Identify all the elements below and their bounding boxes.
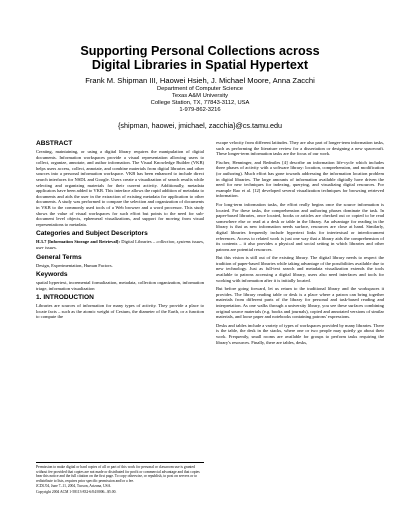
body-paragraph-5: But before going forward, let us return to the traditional library and the workspaces it provides. The library reading table or desk is a place where a patron can bring together materials from different parts of the library for personal and task-based reading and interpretation. As one walks through a university library, you see these surfaces combining original source materials (e.g. books and journals), copied and annotated versions of similar materials, and loose paper and notebooks containing patrons' expressions. — [216, 286, 384, 320]
categories-heading: Categories and Subject Descriptors — [36, 230, 148, 238]
body-paragraph-1: escape velocity from different latitudes. They are also part of longer-term information tasks, such as performing the literature review for a dissertation or designing a new spacecraft. These longer-term information tasks are the focus of our work. — [216, 140, 384, 157]
abstract-text: Creating, maintaining, or using a digital library requires the manipulation of digital documents. Information workspaces provide a visual representation allowing users to collect, organize, annotate, and author information. The Visual Knowledge Builder (VKB) helps users access, collect, annotate, and combine materials from digital libraries and other sources into a personal information workspace. VKB has been enhanced to include direct search interfaces for NSDL and Google. Users create a visualization of search results while selecting and organizing materials for their current activity. Additionally, metadata applicators have been added to VKB. This interface allows the rapid addition of metadata to documents and aids the user in the extraction of existing metadata for application to other documents. A study was performed to compare the selection and organization of documents in VKB to the commonly used tools of a Web browser and a word processor. This study shows the value of visual workspaces for such effort but points to the need for sub-document level objects, ephemeral visualizations, and support for moving from visual representations to metadata. — [36, 149, 204, 227]
title-line-1: Supporting Personal Collections across — [80, 44, 320, 58]
categories-rest: Digital Libraries – — [119, 239, 157, 245]
body-paragraph-2: Fischer, Henninger, and Redmiles [4] describe an information life-cycle which includes three phases of activity with a software library: location, comprehension, and modification (or authoring). Much effort has gone towards addressing the information location problem in digital libraries. The large amounts of information available digitally have driven the need for new techniques for indexing, querying, and visualizing digital resources. For example Rao et al. [12] developed several visualization techniques for browsing retrieved information. — [216, 159, 384, 199]
affiliation-line-1: Department of Computer Science — [156, 86, 244, 92]
copyright-footnote — [36, 462, 204, 496]
categories-italic: collection, systems issues, user issues. — [36, 239, 204, 250]
keywords-text: spatial hypertext, incremental formalization, metadata, collection organization, information triage, information visualization — [36, 280, 204, 291]
title-line-2: Digital Libraries in Spatial Hypertext — [91, 58, 309, 72]
categories-text — [36, 239, 204, 250]
affiliation-line-3: College Station, TX, 77843-3112, USA — [150, 100, 250, 107]
affiliation-block — [0, 86, 400, 114]
right-column — [216, 140, 384, 348]
paper-title — [0, 44, 400, 72]
keywords-heading: Keywords — [36, 271, 68, 279]
author-emails: {shipman, haowei, jmichael, zacchia}@cs.tamu.edu — [118, 121, 282, 130]
copyright-line: Copyright 2004 ACM 1-58113-832-6/04/0006...$5.00. — [36, 489, 117, 494]
permission-notice: Permission to make digital or hard copies of all or part of this work for personal or classroom use is granted without fee provided that copies are not made or distributed for profit or commercial advantage and that copies bear this notice and the full citation on the first page. To copy otherwise, or republish, to post on servers or to redistribute to lists, requires prior specific permission and/or a fee. — [36, 465, 200, 483]
abstract-heading: ABSTRACT — [36, 140, 73, 147]
left-column — [36, 140, 204, 323]
conference-line: JCDL'04, June 7–11, 2004, Tucson, Arizona, USA. — [36, 484, 112, 489]
affiliation-line-4: 1-979-862-3216 — [179, 107, 221, 114]
introduction-text: Libraries are sources of information for many types of activity. They provide a place to locate facts – such as the atomic weight of Cesium, the diameter of the Earth, or a function to compute the — [36, 303, 204, 320]
body-paragraph-4: But this vision is still out of the existing library. The digital library needs to respect the tradition of paper-based libraries while taking advantage of the possibilities available due to new technology. Just as full-text search and metadata visualization extends the tools available to patrons accessing a digital library, users also need interfaces and tools for working with information after it is initially located. — [216, 255, 384, 283]
body-paragraph-6: Desks and tables include a variety of types of workspaces provided by many libraries. There is the table, the desk in the stacks, where one or two people may quietly go about their work. Frequently, small rooms are available for groups to perform tasks requiring the library's resources. Finally, there are tables, desks, — [216, 322, 384, 345]
categories-code: H.3.7 [Information Storage and Retrieval]: — [36, 239, 120, 245]
author-list — [0, 76, 400, 85]
introduction-heading: 1. INTRODUCTION — [36, 294, 94, 302]
body-paragraph-3: For long-term information tasks, the effort really begins once the source information is located. For these tasks, the comprehension and authoring phases dominate the task. In paper-based libraries, once located, books or articles are checked out or copied to be read somewhere else or read at a desk or table in the library. An advantage for reading in the library is that as new information needs surface, resources are close at hand. Similarly, digital libraries frequently include hypertext links for intertextual or interdocument references. Access to related work is just one way that a library aids the comprehension of its contents – it also provides a physical and social setting in which libraries and other patrons are potential resources. — [216, 201, 384, 252]
terms-heading: General Terms — [36, 253, 82, 261]
affiliation-line-2: Texas A&M University — [171, 93, 229, 100]
terms-text: Design, Experimentation, Human Factors. — [36, 262, 113, 268]
authors-text: Frank M. Shipman III, Haowei Hsieh, J. Michael Moore, Anna Zacchi — [85, 76, 315, 85]
